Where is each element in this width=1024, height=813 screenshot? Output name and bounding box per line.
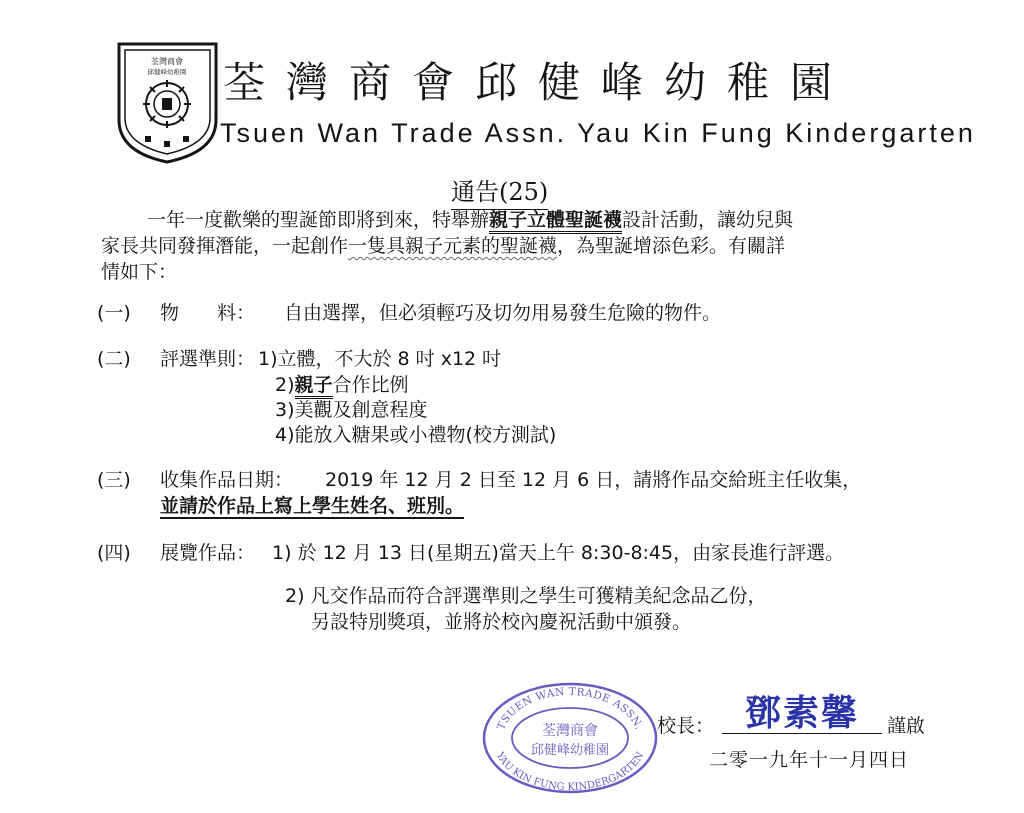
school-name-chinese: 荃灣商會邱健峰幼稚園 — [223, 58, 854, 107]
criteria-3: 3)美觀及創意程度 — [275, 399, 428, 421]
intro-text: 設計活動，讓幼兒與 — [622, 209, 794, 231]
item-1-text: 自由選擇，但必須輕巧及切勿用易發生危險的物件。 — [284, 302, 722, 324]
exhibition-point-1: 1) 於 12 月 13 日(星期五)當天上午 8:30-8:45，由家長進行評選。 — [272, 542, 845, 564]
intro-text: 一年一度歡樂的聖誕節即將到來，特舉辦 — [147, 209, 490, 231]
school-crest-icon — [115, 40, 220, 165]
exhibition-point-2a: 2) 凡交作品而符合評選準則之學生可獲精美紀念品乙份， — [285, 585, 767, 607]
criteria-2-text: 合作比例 — [332, 374, 409, 396]
school-seal-stamp — [480, 680, 660, 795]
closing-text: 謹啟 — [887, 715, 926, 737]
notice-date: 二零一九年十一月四日 — [709, 749, 910, 771]
item-1-number: (一) — [97, 302, 131, 324]
item-1-label: 物 料： — [160, 302, 256, 324]
intro-line-3: 情如下： — [101, 261, 178, 283]
crest-text-top: 荃灣商會 — [151, 57, 183, 66]
seal-inner-line-2: 邱健峰幼稚園 — [530, 743, 610, 758]
item-4-number: (四) — [97, 542, 131, 564]
principal-label: 校長： — [657, 715, 715, 737]
intro-line-1 — [147, 207, 793, 233]
item-4-label: 展覽作品： — [160, 542, 256, 564]
item-3-bold-reminder: 並請於作品上寫上學生姓名、班別。 — [160, 495, 465, 517]
criteria-2 — [275, 372, 409, 398]
parent-child-highlight: 親子 — [295, 374, 333, 399]
exhibition-point-2b: 另設特別獎項，並將於校內慶祝活動中頒發。 — [311, 611, 692, 633]
stocking-highlight: 一隻具親子元素的聖誕襪 — [348, 235, 558, 257]
intro-text: 家長共同發揮潛能，一起創作 — [101, 235, 349, 257]
seal-inner-line-1: 荃灣商會 — [542, 723, 598, 739]
item-3-text: 2019 年 12 月 2 日至 12 月 6 日，請將作品交給班主任收集， — [325, 469, 862, 491]
criteria-4: 4)能放入糖果或小禮物(校方測試) — [275, 424, 557, 446]
crest-text-sub: 邱健峰幼稚園 — [147, 68, 187, 76]
item-2-number: (二) — [97, 348, 131, 370]
criteria-1: 1)立體，不大於 8 吋 x12 吋 — [258, 348, 502, 370]
seal-text-bottom: YAU KIN FUNG KINDERGARTEN — [493, 750, 647, 794]
item-2-label: 評選準則： — [160, 348, 256, 370]
intro-line-2 — [101, 233, 785, 259]
intro-text: ，為聖誕增添色彩。有關詳 — [557, 235, 786, 257]
item-3-number: (三) — [97, 469, 131, 491]
item-3-label: 收集作品日期： — [160, 469, 294, 491]
notice-title: 通告(25) — [451, 172, 548, 207]
event-name-highlight: 親子立體聖誕襪 — [489, 209, 622, 234]
seal-text-top: TSUEN WAN TRADE ASSN. — [495, 685, 645, 732]
school-name-english: Tsuen Wan Trade Assn. Yau Kin Fung Kindergarten — [220, 118, 976, 148]
criteria-2-number: 2) — [275, 374, 295, 396]
principal-signature: 鄧素馨 — [745, 692, 860, 734]
signature-line — [722, 733, 882, 734]
